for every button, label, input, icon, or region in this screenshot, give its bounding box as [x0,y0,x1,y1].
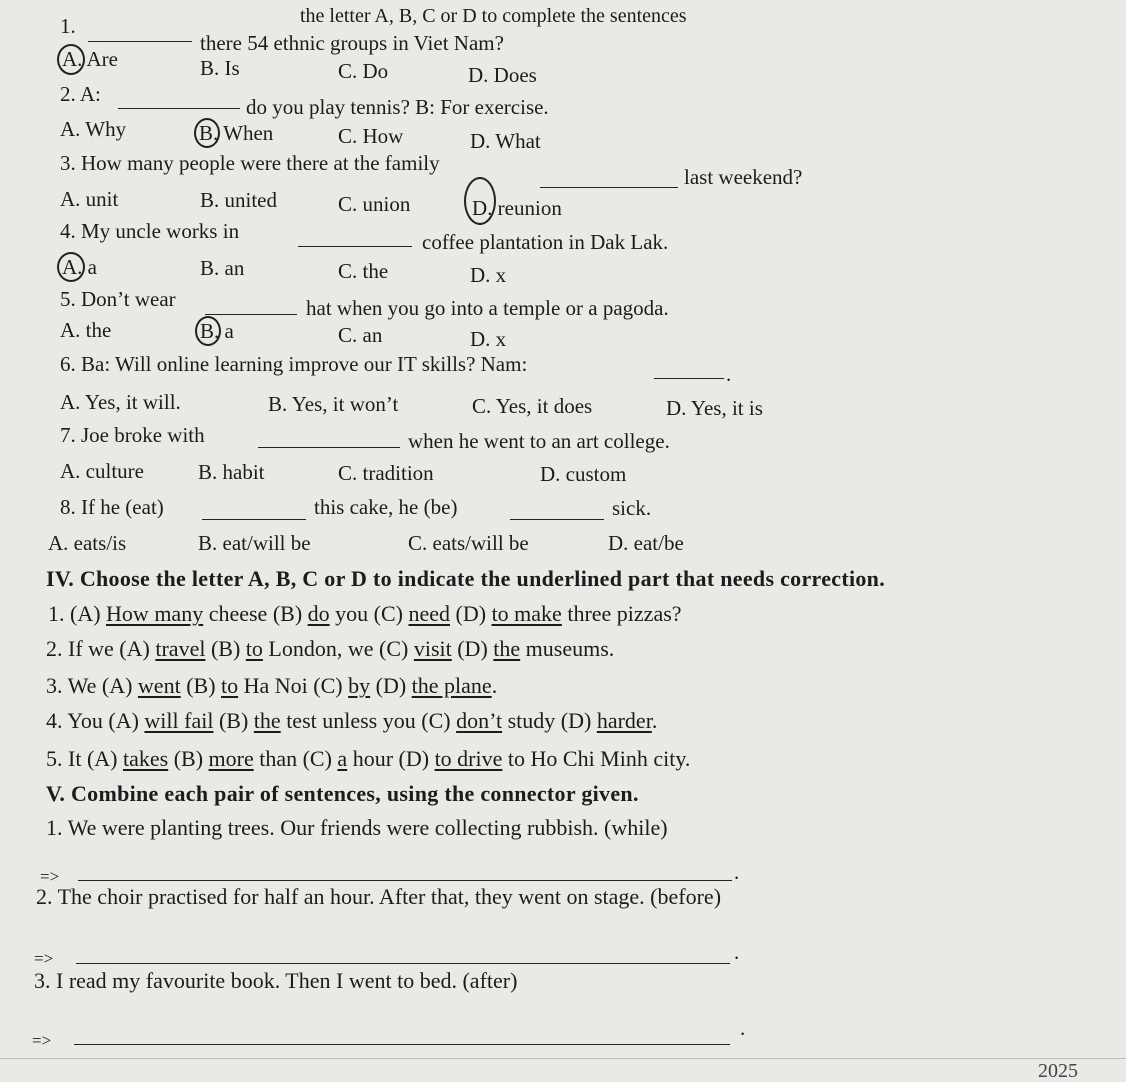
q7-option-d: D. custom [540,462,627,486]
s5-item-2-answer-line [76,963,730,964]
s4-item-3: 3. We (A) went (B) to Ha Noi (C) by (D) the plane. [46,673,498,698]
q7-text-a: 7. Joe broke with [60,423,205,447]
q3-option-d: D. reunion [472,196,562,220]
q2-blank [118,108,240,109]
q6-blank [654,378,724,379]
footer-mark: 2025 [1038,1060,1078,1082]
s5-item-1-answer-line [78,880,732,881]
q4-text-a: 4. My uncle works in [60,219,240,243]
q3-text-b: last weekend? [684,165,803,189]
q8-text-c: sick. [612,496,652,520]
q8-text-b: this cake, he (be) [314,495,458,519]
q1-option-a: A. Are [62,47,118,71]
q4-option-c: C. the [338,259,389,283]
s5-item-3-text: 3. I read my favourite book. Then I went to bed. (after) [34,968,518,993]
q3-option-c: C. union [338,192,411,216]
q1-option-c: C. Do [338,59,389,83]
q5-text-b: hat when you go into a temple or a pagoda. [306,296,669,320]
q7-option-a: A. culture [60,459,144,483]
q7-option-c: C. tradition [338,461,434,485]
q1-option-d: D. Does [468,63,537,87]
s4-item-4: 4. You (A) will fail (B) the test unless you (C) don’t study (D) harder. [46,708,658,733]
q1-number: 1. [60,14,76,38]
s5-item-1-arrow: => [40,867,60,886]
q5-text-a: 5. Don’t wear [60,287,176,311]
q6-text-a: 6. Ba: Will online learning improve our IT skills? Nam: [60,352,528,376]
q3-blank [540,187,678,188]
q2-option-d: D. What [470,129,541,153]
q3-option-a: A. unit [60,187,119,211]
q8-blank-2 [510,519,604,520]
q1-option-b: B. Is [200,56,240,80]
q8-option-d: D. eat/be [608,531,684,555]
q1-text: there 54 ethnic groups in Viet Nam? [200,31,504,55]
q5-blank [205,314,297,315]
section-4-heading: IV. Choose the letter A, B, C or D to indicate the underlined part that needs correction. [46,566,886,591]
q6-option-a: A. Yes, it will. [60,390,181,414]
q8-blank-1 [202,519,306,520]
q8-option-a: A. eats/is [48,531,127,555]
q4-text-b: coffee plantation in Dak Lak. [422,230,669,254]
q5-option-d: D. x [470,327,507,351]
q2-option-c: C. How [338,124,404,148]
q5-option-a: A. the [60,318,112,342]
s5-item-1-text: 1. We were planting trees. Our friends were collecting rubbish. (while) [46,815,668,840]
q3-option-b: B. united [200,188,277,212]
page-edge [0,1058,1126,1059]
s5-item-2-end: . [734,940,740,964]
q2-text: do you play tennis? B: For exercise. [246,95,549,119]
q4-blank [298,246,412,247]
q2-number: 2. A: [60,82,101,106]
instruction-top: the letter A, B, C or D to complete the sentences [300,5,687,27]
s4-item-5: 5. It (A) takes (B) more than (C) a hour (D) to drive to Ho Chi Minh city. [46,746,691,771]
q2-option-a: A. Why [60,117,127,141]
q7-option-b: B. habit [198,460,265,484]
q6-option-d: D. Yes, it is [666,396,763,420]
s4-item-1: 1. (A) How many cheese (B) do you (C) need (D) to make three pizzas? [48,601,682,626]
q6-option-b: B. Yes, it won’t [268,392,399,416]
q4-option-d: D. x [470,263,507,287]
q2-option-b: B. When [199,121,274,145]
q4-option-a: A. a [62,255,97,279]
q8-text-a: 8. If he (eat) [60,495,164,519]
q8-option-b: B. eat/will be [198,531,311,555]
q6-text-b: . [726,362,732,386]
s5-item-2-text: 2. The choir practised for half an hour. After that, they went on stage. (before) [36,884,722,909]
q6-option-c: C. Yes, it does [472,394,593,418]
s4-item-2: 2. If we (A) travel (B) to London, we (C) visit (D) the museums. [46,636,615,661]
s5-item-3-arrow: => [32,1031,52,1050]
s5-item-2-arrow: => [34,949,54,968]
section-5-heading: V. Combine each pair of sentences, using the connector given. [46,781,639,806]
q8-option-c: C. eats/will be [408,531,529,555]
s5-item-3-end: . [740,1016,746,1040]
q3-text-a: 3. How many people were there at the family [60,151,440,175]
q7-text-b: when he went to an art college. [408,429,670,453]
s5-item-3-answer-line [74,1044,730,1045]
q5-option-c: C. an [338,323,383,347]
q1-blank [88,41,192,42]
q7-blank [258,447,400,448]
q4-option-b: B. an [200,256,245,280]
s5-item-1-end: . [734,860,740,884]
q5-option-b: B. a [200,319,234,343]
